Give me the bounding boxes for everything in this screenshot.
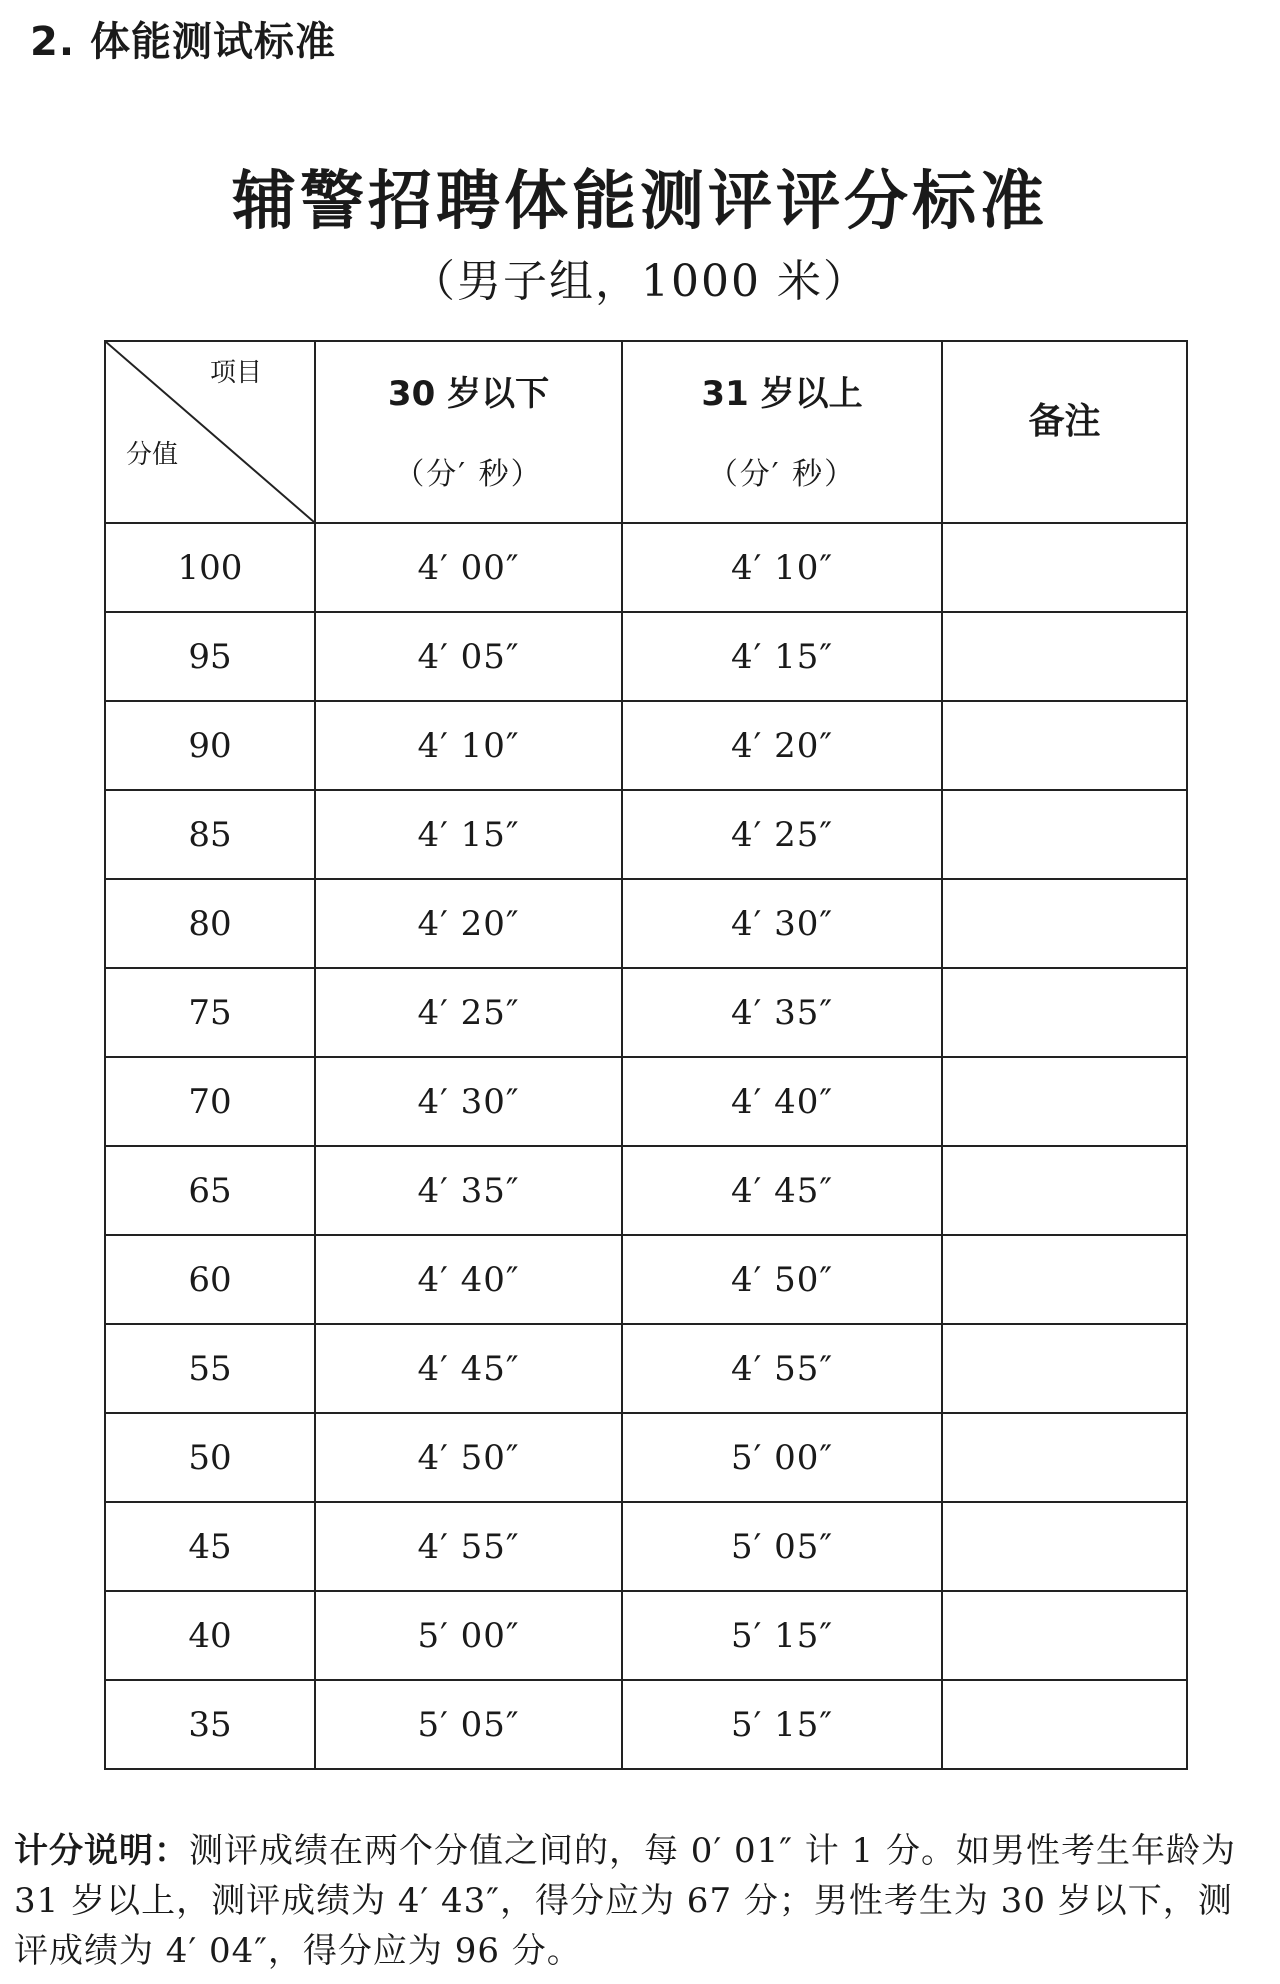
corner-label-item: 项目 [209, 358, 262, 388]
corner-header-cell [105, 341, 315, 523]
table-row [105, 1057, 1187, 1146]
time-under-30-cell: 4′ 25″ [315, 968, 622, 1057]
score-cell: 70 [105, 1057, 315, 1146]
remark-cell [942, 1146, 1187, 1235]
table-header-row [105, 341, 1187, 523]
table-row [105, 701, 1187, 790]
time-under-30-cell: 4′ 10″ [315, 701, 622, 790]
time-over-31-cell: 5′ 00″ [622, 1413, 942, 1502]
table-row [105, 612, 1187, 701]
score-cell: 55 [105, 1324, 315, 1413]
table-row [105, 523, 1187, 612]
score-cell: 75 [105, 968, 315, 1057]
remark-cell [942, 1057, 1187, 1146]
time-under-30-cell: 4′ 30″ [315, 1057, 622, 1146]
scoring-note [14, 1826, 1266, 1976]
remark-cell [942, 1413, 1187, 1502]
table-row [105, 1146, 1187, 1235]
corner-label-score: 分值 [126, 440, 179, 470]
time-under-30-cell: 4′ 40″ [315, 1235, 622, 1324]
time-under-30-cell: 4′ 45″ [315, 1324, 622, 1413]
score-cell: 65 [105, 1146, 315, 1235]
time-under-30-cell: 5′ 05″ [315, 1680, 622, 1769]
time-over-31-cell: 4′ 50″ [622, 1235, 942, 1324]
time-over-31-cell: 4′ 40″ [622, 1057, 942, 1146]
score-cell: 100 [105, 523, 315, 612]
time-over-31-cell: 4′ 45″ [622, 1146, 942, 1235]
column-header-under-30-label: 30 岁以下 [387, 373, 550, 414]
score-cell: 90 [105, 701, 315, 790]
time-over-31-cell: 5′ 05″ [622, 1502, 942, 1591]
section-heading: 2. 体能测试标准 [30, 19, 336, 65]
time-over-31-cell: 4′ 20″ [622, 701, 942, 790]
document-title: 辅警招聘体能测评评分标准 [232, 165, 1048, 239]
remark-cell [942, 879, 1187, 968]
remark-cell [942, 612, 1187, 701]
scoring-table [104, 340, 1188, 1770]
time-over-31-cell: 4′ 15″ [622, 612, 942, 701]
remark-cell [942, 790, 1187, 879]
document-subtitle: （男子组，1000 米） [411, 256, 869, 307]
score-cell: 95 [105, 612, 315, 701]
time-over-31-cell: 4′ 25″ [622, 790, 942, 879]
table-row [105, 1680, 1187, 1769]
remark-cell [942, 701, 1187, 790]
score-cell: 85 [105, 790, 315, 879]
remark-cell [942, 1680, 1187, 1769]
remark-cell [942, 523, 1187, 612]
time-over-31-cell: 4′ 10″ [622, 523, 942, 612]
time-over-31-cell: 4′ 35″ [622, 968, 942, 1057]
time-under-30-cell: 4′ 35″ [315, 1146, 622, 1235]
remark-cell [942, 1502, 1187, 1591]
column-header-over-31 [622, 341, 942, 523]
time-under-30-cell: 4′ 15″ [315, 790, 622, 879]
score-cell: 50 [105, 1413, 315, 1502]
remark-cell [942, 1235, 1187, 1324]
remark-cell [942, 1591, 1187, 1680]
column-header-over-31-label: 31 岁以上 [701, 373, 863, 414]
table-row [105, 1591, 1187, 1680]
table-row [105, 1324, 1187, 1413]
table-row [105, 1235, 1187, 1324]
time-under-30-cell: 5′ 00″ [315, 1591, 622, 1680]
table-row [105, 879, 1187, 968]
score-cell: 40 [105, 1591, 315, 1680]
time-under-30-cell: 4′ 55″ [315, 1502, 622, 1591]
scoring-note-label: 计分说明： [14, 1831, 189, 1871]
score-cell: 45 [105, 1502, 315, 1591]
column-header-under-30-unit: （分′ 秒） [394, 456, 543, 492]
time-under-30-cell: 4′ 05″ [315, 612, 622, 701]
score-cell: 60 [105, 1235, 315, 1324]
scoring-note-text: 测评成绩在两个分值之间的，每 0′ 01″ 计 1 分。如男性考生年龄为 31 岁以上，测评成绩为 4′ 43″，得分应为 67 分；男性考生为 30 岁以下，测评成绩为 4′ 04″，得分应为 96 分。 [14, 1831, 1236, 1971]
time-under-30-cell: 4′ 20″ [315, 879, 622, 968]
table-row [105, 968, 1187, 1057]
remark-cell [942, 968, 1187, 1057]
time-over-31-cell: 5′ 15″ [622, 1591, 942, 1680]
score-cell: 80 [105, 879, 315, 968]
time-over-31-cell: 4′ 30″ [622, 879, 942, 968]
remark-cell [942, 1324, 1187, 1413]
time-under-30-cell: 4′ 50″ [315, 1413, 622, 1502]
table-row [105, 1413, 1187, 1502]
column-header-over-31-unit: （分′ 秒） [707, 456, 857, 492]
table-row [105, 1502, 1187, 1591]
score-cell: 35 [105, 1680, 315, 1769]
table-row [105, 790, 1187, 879]
column-header-remarks-label: 备注 [1028, 400, 1101, 442]
time-over-31-cell: 4′ 55″ [622, 1324, 942, 1413]
column-header-remarks [942, 341, 1187, 523]
time-over-31-cell: 5′ 15″ [622, 1680, 942, 1769]
time-under-30-cell: 4′ 00″ [315, 523, 622, 612]
table-body [105, 523, 1187, 1769]
column-header-under-30 [315, 341, 622, 523]
